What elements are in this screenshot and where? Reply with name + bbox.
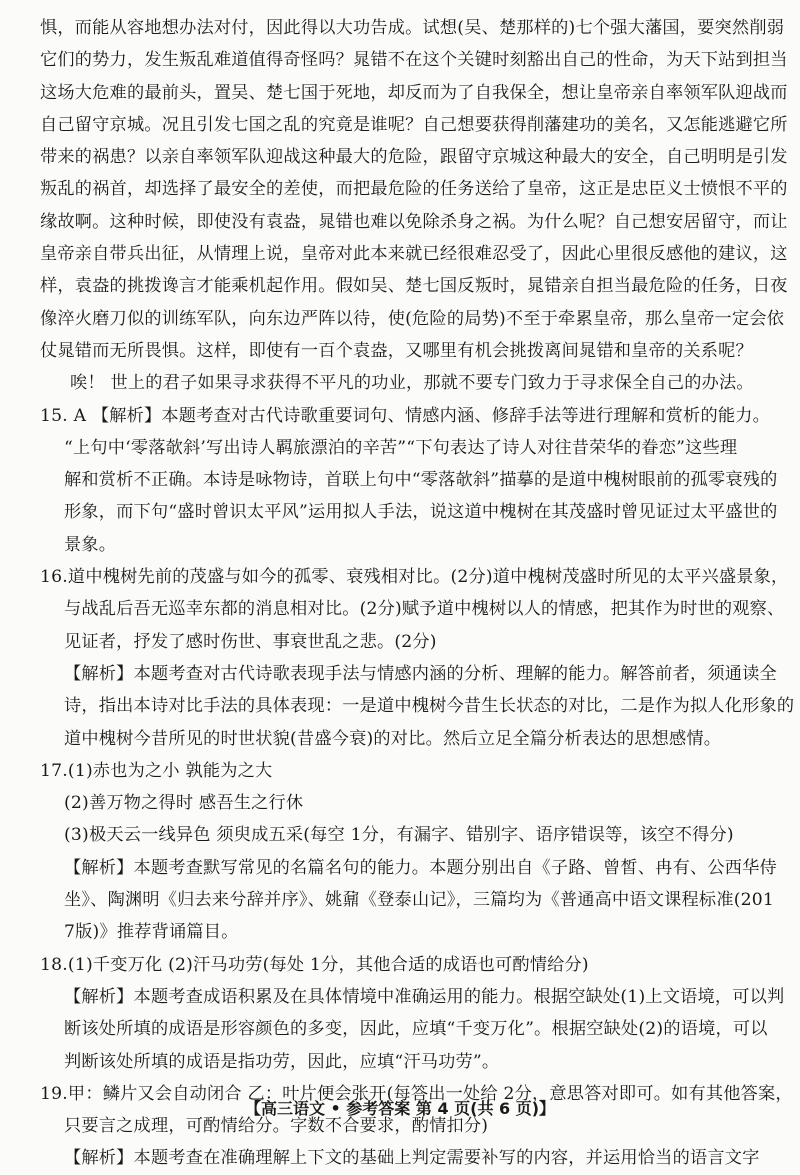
- text-line: (3)极天云一线异色 须臾成五采(每空 1分，有漏字、错别字、语序错误等，该空不得分): [64, 825, 734, 846]
- text-line: 与战乱后吾无巡幸东都的消息相对比。(2分)赋予道中槐树以人的情感，把其作为时世的观察、: [64, 599, 785, 620]
- text-line: 道中槐树今昔所见的时世状貌(昔盛今衰)的对比。然后立足全篇分析表达的思想感情。: [64, 728, 722, 749]
- text-line: “上句中‘零落欹斜’写出诗人羁旅漂泊的辛苦”“下句表达了诗人对往昔荣华的眷恋”这些理: [64, 437, 738, 458]
- text-line: 叛乱的祸首，却选择了最安全的差使，而把最危险的任务送给了皇帝，这正是忠臣义士愤恨不平的: [40, 179, 788, 200]
- text-line: 带来的祸患？以亲自率领军队迎战这种最大的危险，跟留守京城这种最大的安全，自己明明是引发: [40, 147, 788, 168]
- text-line: 惧，而能从容地想办法对付，因此得以大功告成。试想(吴、楚那样的)七个强大藩国，要突然削弱: [40, 18, 785, 38]
- text-line: 样，袁盎的挑拨谗言才能乘机起作用。假如吴、楚七国反叛时，晁错亲自担当最危险的任务，日夜: [40, 276, 788, 297]
- text-line: 坐》、陶渊明《归去来兮辞并序》、姚鼐《登泰山记》，三篇均为《普通高中语文课程标准(201: [64, 890, 775, 911]
- text-line: 只要言之成理，可酌情给分。字数不合要求，酌情扣分): [64, 1116, 489, 1137]
- text-line: 解和赏析不正确。本诗是咏物诗，首联上句中“零落欹斜”描摹的是道中槐树眼前的孤零衰残的: [64, 470, 778, 491]
- text-line: (2)善万物之得时 感吾生之行休: [64, 793, 304, 814]
- analysis-line: 【解析】本题考查在准确理解上下文的基础上判定需要补写的内容，并运用恰当的语言文字: [64, 1148, 760, 1169]
- question-16-answer: 16.道中槐树先前的茂盛与如今的孤零、衰残相对比。(2分)道中槐树茂盛时所见的太平兴盛景象，: [40, 567, 789, 588]
- answer-key-body: [40, 12, 795, 1175]
- text-line: 仗晁错而无所畏惧。这样，即使有一百个袁盎，又哪里有机会挑拨离间晁错和皇帝的关系呢？: [40, 340, 753, 361]
- text-line: 诗，指出本诗对比手法的具体表现：一是道中槐树今昔生长状态的对比，二是作为拟人化形象的: [64, 696, 795, 717]
- text-line: 7版)》推荐背诵篇目。: [64, 922, 239, 943]
- question-18-answer: 18.(1)千变万化 (2)汗马功劳(每处 1分，其他合适的成语也可酌情给分): [40, 954, 589, 975]
- question-19-answer: 19.甲：鳞片又会自动闭合 乙：叶片便会张开(每答出一处给 2分，意思答对即可。如有其他答案，: [40, 1083, 793, 1104]
- text-line: 自己留守京城。况且引发七国之乱的究竟是谁呢？自己想要获得削藩建功的美名，又怎能逃避它所: [40, 114, 788, 135]
- text-line: 判断该处所填的成语是指功劳，因此，应填“汗马功劳”。: [64, 1051, 500, 1072]
- analysis-line: 【解析】本题考查成语积累及在具体情境中准确运用的能力。根据空缺处(1)上文语境，可以判: [64, 986, 785, 1007]
- analysis-line: 【解析】本题考查对古代诗歌表现手法与情感内涵的分析、理解的能力。解答前者，须通读全: [64, 663, 777, 684]
- text-line: 断该处所填的成语是形容颜色的多变，因此，应填“千变万化”。根据空缺处(2)的语境，可以: [64, 1019, 768, 1040]
- question-17-answer: 17.(1)赤也为之小 孰能为之大: [40, 760, 273, 781]
- text-line: 像淬火磨刀似的训练军队，向东边严阵以待，使(危险的局势)不至于牵累皇帝，那么皇帝一定会依: [40, 308, 785, 329]
- text-line: 缘故啊。这种时候，即使没有袁盎，晁错也难以免除杀身之祸。为什么呢？自己想安居留守，而让: [40, 211, 788, 232]
- text-line: 它们的势力，发生叛乱难道值得奇怪吗？晁错不在这个关键时刻豁出自己的性命，为天下站到担当: [40, 50, 788, 71]
- text-line: 唉！ 世上的君子如果寻求获得不平凡的功业，那就不要专门致力于寻求保全自己的办法。: [70, 373, 754, 394]
- text-line: 皇帝亲自带兵出征，从情理上说，皇帝对此本来就已经很难忍受了，因此心里很反感他的建议，这: [40, 244, 788, 265]
- text-line: 这场大危难的最前头，置吴、楚七国于死地，却反而为了自我保全，想让皇帝亲自率领军队迎战而: [40, 82, 788, 103]
- text-line: 景象。: [64, 534, 117, 555]
- page-footer: 【高三语文 • 参考答案 第 4 页(共 6 页)】: [244, 1099, 556, 1118]
- analysis-line: 【解析】本题考查默写常见的名篇名句的能力。本题分别出自《子路、曾皙、冉有、公西华侍: [64, 857, 777, 878]
- text-line: 见证者，抒发了感时伤世、事衰世乱之悲。(2分): [64, 631, 437, 652]
- question-15-answer: 15. A 【解析】本题考查对古代诗歌重要词句、情感内涵、修辞手法等进行理解和赏析的能力。: [40, 405, 770, 426]
- text-line: 形象，而下句“盛时曾识太平风”运用拟人手法，说这道中槐树在其茂盛时曾见证过太平盛世的: [64, 502, 778, 523]
